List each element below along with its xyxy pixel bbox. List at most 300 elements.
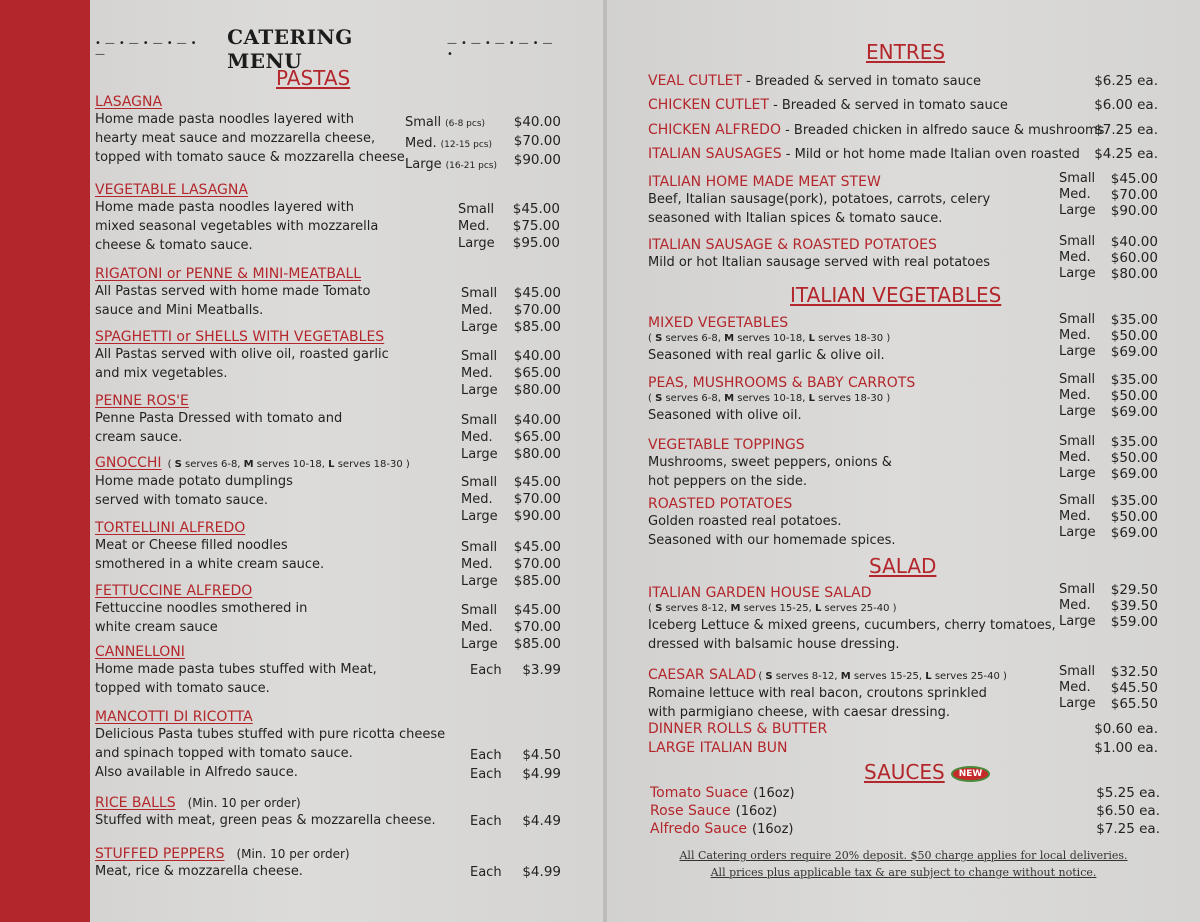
entre-name: ITALIAN SAUSAGES [648, 146, 782, 162]
pastas-header: PASTAS [276, 66, 351, 90]
pasta-size-row [461, 573, 498, 590]
pasta-item-desc: Delicious Pasta tubes stuffed with pure ricotta cheese [95, 727, 446, 742]
vegetable-price: $69.00 [1110, 466, 1158, 482]
sauce-price: $7.25 ea. [1096, 821, 1160, 837]
vegetable-item-name: ROASTED POTATOES [648, 496, 793, 512]
pasta-size-label: Small [461, 349, 498, 364]
salad-item-prices [1111, 582, 1158, 630]
pasta-item-sizes [470, 661, 502, 680]
pasta-size-label: Med. [405, 136, 437, 151]
pasta-size-label: Med. [461, 366, 493, 381]
sauce-line [650, 785, 1160, 801]
pasta-item-name: TORTELLINI ALFREDO [95, 520, 246, 536]
pasta-size-row [470, 661, 502, 680]
extra-name: LARGE ITALIAN BUN [648, 740, 788, 756]
entre-item-sizes [1059, 234, 1096, 282]
vegetable-item-sizes [1059, 312, 1096, 360]
footer-deposit-note: All Catering orders require 20% deposit. $50 charge applies for local deliveries. [679, 849, 1128, 862]
entre-price: $70.00 [1110, 187, 1158, 203]
pasta-item [95, 641, 377, 698]
pasta-size-label: Small [461, 475, 498, 490]
pasta-item-sizes [461, 602, 498, 653]
pasta-item [95, 326, 389, 383]
vegetable-item-name: PEAS, MUSHROOMS & BABY CARROTS [648, 375, 916, 391]
entre-size: Small [1059, 234, 1096, 249]
vegetable-size: Med. [1059, 328, 1091, 343]
salad-item [648, 582, 1056, 654]
pasta-item-sizes [461, 412, 498, 463]
salad-item-prices [1111, 664, 1158, 712]
salad-item-name: ITALIAN GARDEN HOUSE SALAD [648, 585, 872, 601]
entre-price: $90.00 [1110, 203, 1158, 219]
pasta-size-label: Each [470, 748, 502, 763]
vegetable-item-serves: ( S serves 6-8, M serves 10-18, L serves 18-30 ) [648, 393, 891, 404]
pasta-item-desc: and spinach topped with tomato sauce. [95, 746, 353, 761]
pasta-item-serves: ( S serves 6-8, M serves 10-18, L serves 18-30 ) [167, 459, 410, 470]
vegetable-price: $50.00 [1110, 328, 1158, 344]
pasta-item [95, 706, 445, 782]
pasta-item-prices [522, 812, 561, 831]
sauce-line [650, 803, 1160, 819]
pasta-item-sizes [461, 348, 498, 399]
pasta-item-desc: smothered in a white cream sauce. [95, 557, 325, 572]
pasta-size-label: Each [470, 663, 502, 678]
pasta-size-row [461, 619, 498, 636]
pasta-size-row [461, 429, 498, 446]
pasta-size-row [461, 348, 498, 365]
entre-item-header [648, 171, 990, 190]
pasta-price: $70.00 [513, 556, 561, 572]
pasta-size-pieces: (16-21 pcs) [445, 161, 497, 171]
pasta-size-label: Small [461, 286, 498, 301]
entre-name: CHICKEN ALFREDO [648, 122, 781, 138]
pasta-price: $70.00 [513, 133, 561, 149]
extra-price: $0.60 ea. [1094, 721, 1158, 737]
pasta-item-header [95, 580, 307, 599]
entre-size: Large [1059, 266, 1096, 281]
pasta-price: $90.00 [513, 508, 561, 524]
entre-price: $6.00 ea. [1094, 97, 1158, 113]
salad-item-serves: ( S serves 8-12, M serves 15-25, L serves 25-40 ) [758, 671, 1007, 682]
pasta-item-header [95, 390, 342, 409]
pasta-item-name: PENNE ROS'E [95, 393, 189, 409]
new-badge: NEW [951, 766, 991, 782]
pasta-item-desc: sauce and Mini Meatballs. [95, 303, 264, 318]
sauce-size: (16oz) [753, 786, 795, 801]
pasta-item-prices [514, 602, 561, 653]
pasta-size-row [461, 636, 498, 653]
entre-size: Med. [1059, 250, 1091, 265]
sauce-name: Tomato Suace [650, 785, 749, 801]
pasta-price: $40.00 [513, 348, 561, 364]
vegetable-price: $50.00 [1110, 450, 1158, 466]
entre-item-desc: Beef, Italian sausage(pork), potatoes, carrots, celery [648, 192, 991, 207]
pasta-size-row [470, 863, 502, 882]
vegetable-item-prices [1111, 312, 1158, 360]
extra-name: DINNER ROLLS & BUTTER [648, 721, 828, 737]
vegetable-price: $35.00 [1110, 493, 1158, 509]
pasta-price: $85.00 [513, 573, 561, 589]
entre-price: $80.00 [1110, 266, 1158, 282]
pasta-size-row [461, 446, 498, 463]
pasta-price: $75.00 [512, 218, 560, 234]
pasta-item-prices [514, 348, 561, 399]
pasta-item [95, 517, 324, 574]
entre-item-header [648, 234, 990, 253]
pasta-item-sizes [461, 539, 498, 590]
vegetable-item-header [648, 312, 890, 331]
entre-item-prices [1111, 171, 1158, 219]
pasta-size-row [461, 474, 498, 491]
vegetable-price: $50.00 [1110, 388, 1158, 404]
pasta-item-desc: Home made pasta noodles layered with [95, 200, 354, 215]
pasta-size-row [405, 134, 497, 155]
vegetable-item-name: VEGETABLE TOPPINGS [648, 437, 805, 453]
menu-title: CATERING MENU [227, 25, 353, 73]
pasta-item-sizes [461, 285, 498, 336]
pasta-size-pieces: (6-8 pcs) [445, 119, 486, 129]
entre-price: $4.25 ea. [1094, 146, 1158, 162]
pasta-item-header [95, 706, 445, 725]
entre-item [648, 171, 990, 228]
pasta-item-header [95, 641, 377, 660]
pasta-item-desc: served with tomato sauce. [95, 493, 269, 508]
pasta-item-prices [514, 474, 561, 525]
pasta-price: $4.99 [522, 766, 561, 782]
pasta-item [95, 580, 307, 637]
vegetable-item-sizes [1059, 372, 1096, 420]
vegetable-item-desc: hot peppers on the side. [648, 474, 807, 489]
vegetable-price: $35.00 [1110, 372, 1158, 388]
pasta-price: $70.00 [513, 619, 561, 635]
sauce-size: (16oz) [752, 822, 794, 837]
pasta-price: $3.99 [522, 662, 561, 678]
pasta-price: $4.99 [522, 864, 561, 880]
entre-price: $60.00 [1110, 250, 1158, 266]
salad-price: $32.50 [1110, 664, 1158, 680]
pasta-item [95, 843, 350, 881]
pasta-size-row [461, 602, 498, 619]
pasta-size-row [461, 302, 498, 319]
salad-size: Med. [1059, 680, 1091, 695]
salad-item-header [648, 582, 1056, 601]
salad-item-sizes [1059, 664, 1096, 712]
pasta-size-label: Med. [458, 219, 490, 234]
vegetable-item-header [648, 493, 896, 512]
vegetable-item [648, 434, 892, 491]
pasta-item-name: GNOCCHI [95, 455, 162, 471]
pasta-size-label: Med. [461, 620, 493, 635]
salad-item-name: CAESAR SALAD [648, 667, 757, 683]
pasta-item-header [95, 843, 350, 862]
pasta-item-desc: All Pastas served with olive oil, roasted garlic [95, 347, 389, 362]
vegetable-size: Large [1059, 466, 1096, 481]
entre-line [648, 146, 1158, 162]
vegetable-item-desc: Seasoned with our homemade spices. [648, 533, 896, 548]
pasta-item [95, 792, 436, 830]
vegetable-item [648, 312, 890, 365]
pasta-item-desc: Meat, rice & mozzarella cheese. [95, 864, 303, 879]
pasta-price: $45.00 [513, 539, 561, 555]
vegetable-size: Small [1059, 312, 1096, 327]
salad-size: Large [1059, 614, 1096, 629]
pasta-size-row [461, 508, 498, 525]
salad-size: Large [1059, 696, 1096, 711]
pasta-item-prices [514, 412, 561, 463]
pasta-item-desc: Home made pasta noodles layered with [95, 112, 354, 127]
salad-price: $45.50 [1110, 680, 1158, 696]
pasta-price: $45.00 [512, 201, 560, 217]
vegetable-item-serves: ( S serves 6-8, M serves 10-18, L serves 18-30 ) [648, 333, 891, 344]
salad-price: $59.00 [1110, 614, 1158, 630]
pasta-item-desc: Home made pasta tubes stuffed with Meat, [95, 662, 377, 677]
entre-item-desc: Mild or hot Italian sausage served with real potatoes [648, 255, 990, 270]
entre-price: $7.25 ea. [1094, 122, 1158, 138]
pasta-size-label: Small [458, 202, 495, 217]
entre-price: $40.00 [1110, 234, 1158, 250]
pasta-price: $70.00 [513, 302, 561, 318]
pasta-size-row [461, 285, 498, 302]
vegetable-price: $35.00 [1110, 312, 1158, 328]
sauce-price: $5.25 ea. [1096, 785, 1160, 801]
entre-item-prices [1111, 234, 1158, 282]
ornament-left-icon: •—•—•—•—•— [95, 38, 201, 60]
menu-title-row [95, 25, 565, 73]
pasta-price: $85.00 [513, 636, 561, 652]
pasta-size-label: Large [461, 320, 498, 335]
entre-item-sizes [1059, 171, 1096, 219]
vegetable-size: Med. [1059, 388, 1091, 403]
sauce-line [650, 821, 1160, 837]
vegetable-size: Med. [1059, 450, 1091, 465]
pasta-item [95, 263, 370, 320]
entre-item-name: ITALIAN HOME MADE MEAT STEW [648, 174, 881, 190]
pasta-price: $65.00 [513, 429, 561, 445]
vegetable-item-header [648, 434, 892, 453]
pasta-size-label: Large [458, 236, 495, 251]
pasta-size-label: Med. [461, 303, 493, 318]
salad-item-desc: Romaine lettuce with real bacon, croutons sprinkled [648, 686, 987, 701]
pasta-item [95, 91, 409, 167]
vegetable-price: $35.00 [1110, 434, 1158, 450]
pasta-item-name: SPAGHETTI or SHELLS WITH VEGETABLES [95, 329, 385, 345]
pasta-price: $4.50 [522, 747, 561, 763]
pasta-item-name: STUFFED PEPPERS [95, 846, 225, 862]
pasta-size-row [458, 201, 495, 218]
salad-item-sizes [1059, 582, 1096, 630]
pasta-item-name: RIGATONI or PENNE & MINI-MEATBALL [95, 266, 362, 282]
pasta-item-prices [513, 201, 560, 252]
pasta-item [95, 179, 378, 255]
pasta-size-label: Each [470, 814, 502, 829]
pasta-size-label: Each [470, 767, 502, 782]
entre-item-desc: seasoned with Italian spices & tomato sauce. [648, 211, 943, 226]
pasta-item [95, 390, 342, 447]
vegetable-item-sizes [1059, 493, 1096, 541]
vegetable-price: $69.00 [1110, 525, 1158, 541]
pasta-item-desc: topped with tomato sauce & mozzarella cheese. [95, 150, 409, 165]
footer-price-note: All prices plus applicable tax & are subject to change without notice. [710, 866, 1097, 879]
entres-header: ENTRES [866, 40, 946, 64]
pasta-item-name: LASAGNA [95, 94, 163, 110]
pasta-item-name: CANNELLONI [95, 644, 185, 660]
vegetable-item-header [648, 372, 915, 391]
vegetable-price: $50.00 [1110, 509, 1158, 525]
pasta-item-header [95, 91, 409, 110]
pasta-size-row [458, 235, 495, 252]
vegetable-size: Large [1059, 344, 1096, 359]
pasta-item-prices [514, 285, 561, 336]
pasta-size-row [461, 365, 498, 382]
extra-price: $1.00 ea. [1094, 740, 1158, 756]
ornament-right-icon: —•—•—•—•—• [446, 38, 557, 60]
vegetable-item [648, 372, 915, 425]
pasta-item-desc: and mix vegetables. [95, 366, 228, 381]
salad-item-desc: with parmigiano cheese, with caesar dressing. [648, 705, 951, 720]
pasta-item-desc: mixed seasonal vegetables with mozzarella [95, 219, 379, 234]
entre-desc: - Breaded & served in tomato sauce [742, 74, 981, 89]
pasta-item-prices [514, 539, 561, 590]
vegetable-item-prices [1111, 372, 1158, 420]
vegetable-size: Large [1059, 404, 1096, 419]
pasta-item-desc: Stuffed with meat, green peas & mozzarella cheese. [95, 813, 436, 828]
pasta-item-desc: hearty meat sauce and mozzarella cheese, [95, 131, 376, 146]
pasta-item-note: (Min. 10 per order) [187, 796, 301, 810]
salad-item [648, 664, 1007, 722]
pasta-size-row [461, 539, 498, 556]
pasta-price: $65.00 [513, 365, 561, 381]
pasta-price: $85.00 [513, 319, 561, 335]
pasta-item-name: RICE BALLS [95, 795, 176, 811]
vegetable-item-desc: Golden roasted real potatoes. [648, 514, 842, 529]
pasta-item-desc: cream sauce. [95, 430, 183, 445]
entre-price: $45.00 [1110, 171, 1158, 187]
pasta-price: $80.00 [513, 382, 561, 398]
vegetable-item-sizes [1059, 434, 1096, 482]
pasta-item-sizes [470, 812, 502, 831]
vegetable-item-prices [1111, 434, 1158, 482]
pasta-price: $40.00 [513, 412, 561, 428]
vegetable-size: Small [1059, 434, 1096, 449]
vegetable-size: Small [1059, 493, 1096, 508]
pasta-size-label: Small [461, 603, 498, 618]
pasta-item-desc: Meat or Cheese filled noodles [95, 538, 288, 553]
pasta-size-label: Med. [461, 492, 493, 507]
pasta-item-note: (Min. 10 per order) [236, 847, 350, 861]
pasta-size-label: Each [470, 865, 502, 880]
entre-desc: - Mild or hot home made Italian oven roasted [781, 147, 1080, 162]
pasta-size-label: Large [461, 574, 498, 589]
pasta-item-sizes [461, 474, 498, 525]
pasta-size-row [405, 155, 497, 176]
pasta-item-desc: All Pastas served with home made Tomato [95, 284, 371, 299]
pasta-price: $90.00 [513, 152, 561, 168]
pasta-size-row [461, 412, 498, 429]
sauce-name: Alfredo Sauce [650, 821, 748, 837]
pasta-item-header [95, 326, 389, 345]
pasta-item-sizes [470, 863, 502, 882]
vegetable-item-desc: Seasoned with olive oil. [648, 408, 802, 423]
vegetables-header: ITALIAN VEGETABLES [790, 283, 1002, 307]
entre-line [648, 122, 1158, 138]
entre-size: Large [1059, 203, 1096, 218]
entre-size: Small [1059, 171, 1096, 186]
pasta-size-label: Large [461, 383, 498, 398]
salad-price: $65.50 [1110, 696, 1158, 712]
pasta-size-row [405, 113, 497, 134]
pasta-item-desc: Fettuccine noodles smothered in [95, 601, 308, 616]
salad-header: SALAD [869, 554, 937, 578]
sauce-name: Rose Sauce [650, 803, 731, 819]
vegetable-item-desc: Seasoned with real garlic & olive oil. [648, 348, 885, 363]
pasta-item-name: FETTUCCINE ALFREDO [95, 583, 253, 599]
entre-item-name: ITALIAN SAUSAGE & ROASTED POTATOES [648, 237, 937, 253]
vegetable-size: Large [1059, 525, 1096, 540]
vegetable-item-desc: Mushrooms, sweet peppers, onions & [648, 455, 892, 470]
pasta-item-prices [522, 661, 561, 680]
pasta-price: $45.00 [513, 474, 561, 490]
salad-item-desc: Iceberg Lettuce & mixed greens, cucumbers, cherry tomatoes, [648, 618, 1056, 633]
salad-item-serves: ( S serves 8-12, M serves 15-25, L serves 25-40 ) [648, 603, 897, 614]
entre-desc: - Breaded & served in tomato sauce [768, 98, 1008, 113]
salad-price: $39.50 [1110, 598, 1158, 614]
sauce-size: (16oz) [735, 804, 778, 819]
pasta-price: $80.00 [513, 446, 561, 462]
pasta-item-name: VEGETABLE LASAGNA [95, 182, 248, 198]
pasta-item-desc: topped with tomato sauce. [95, 681, 270, 696]
pasta-item-sizes [458, 201, 495, 252]
pasta-item-desc: Penne Pasta Dressed with tomato and [95, 411, 343, 426]
pasta-item [95, 452, 410, 510]
entre-name: CHICKEN CUTLET [648, 97, 769, 113]
pasta-size-row [461, 556, 498, 573]
pasta-size-label: Med. [461, 430, 493, 445]
pasta-price: $45.00 [513, 602, 561, 618]
pasta-item-header [95, 179, 378, 198]
pasta-price: $40.00 [513, 114, 561, 130]
pasta-size-label: Med. [461, 557, 493, 572]
pasta-item-prices [522, 746, 561, 784]
pasta-item-desc: white cream sauce [95, 620, 218, 635]
entre-item [648, 234, 990, 272]
vegetable-item-name: MIXED VEGETABLES [648, 315, 789, 331]
pasta-size-row [470, 812, 502, 831]
extra-line [648, 721, 1158, 737]
pasta-size-label: Large [405, 157, 442, 172]
salad-size: Med. [1059, 598, 1091, 613]
entre-desc: - Breaded chicken in alfredo sauce & mushrooms [780, 123, 1105, 138]
salad-size: Small [1059, 582, 1096, 597]
pasta-size-label: Small [461, 540, 498, 555]
pasta-size-row [470, 765, 502, 784]
pasta-item-header [95, 792, 436, 811]
pasta-size-pieces: (12-15 pcs) [440, 140, 492, 150]
entre-line [648, 73, 1158, 89]
pasta-size-row [461, 491, 498, 508]
vegetable-size: Small [1059, 372, 1096, 387]
vegetable-price: $69.00 [1110, 404, 1158, 420]
vegetable-item [648, 493, 896, 550]
entre-line [648, 97, 1158, 113]
pasta-size-row [458, 218, 495, 235]
entre-size: Med. [1059, 187, 1091, 202]
salad-size: Small [1059, 664, 1096, 679]
pasta-price: $45.00 [513, 285, 561, 301]
red-side-bar [0, 0, 90, 922]
pasta-price: $95.00 [512, 235, 560, 251]
salad-price: $29.50 [1110, 582, 1158, 598]
sauces-header [864, 760, 990, 784]
